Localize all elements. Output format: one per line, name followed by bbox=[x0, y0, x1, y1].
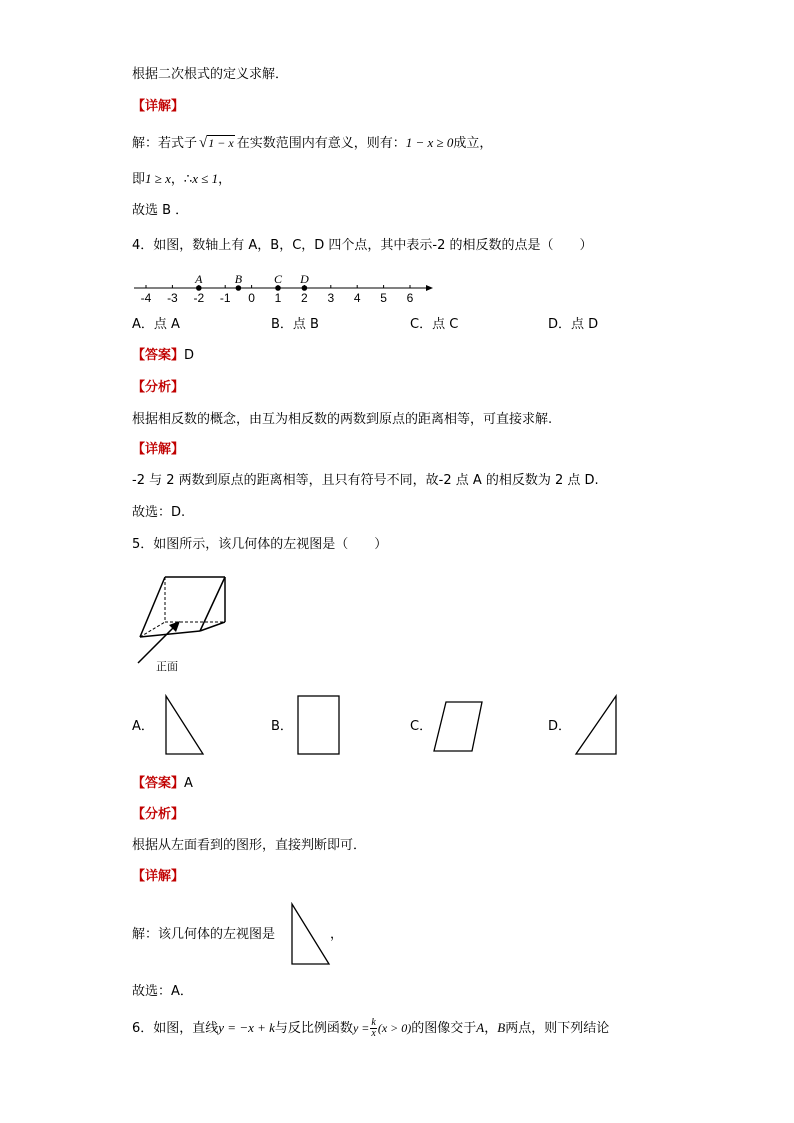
text-segment: 与反比例函数 bbox=[274, 1021, 353, 1036]
section-heading-analysis-q5: 【分析】 bbox=[132, 807, 185, 822]
number-line-tick-label: 0 bbox=[248, 291, 255, 305]
number-line-tick-label: 5 bbox=[380, 291, 387, 305]
number-line-tick-label: 2 bbox=[301, 291, 308, 305]
section-heading-detail-q5: 【详解】 bbox=[132, 869, 185, 884]
answer-value: D bbox=[184, 348, 195, 363]
option-b-q4: B．点 B bbox=[271, 317, 319, 332]
analysis-text-q3: 根据二次根式的定义求解． bbox=[132, 67, 289, 82]
option-d-q4: D．点 D bbox=[548, 317, 599, 332]
text-segment: 6．如图，直线 bbox=[132, 1021, 219, 1036]
text-segment: 的图像交于 bbox=[411, 1021, 477, 1036]
option-c-shape bbox=[430, 699, 490, 755]
solution-line-q3-b bbox=[132, 170, 231, 189]
point-label: B bbox=[497, 1020, 506, 1035]
option-b-q5: B． bbox=[271, 719, 293, 734]
number-line-point bbox=[275, 285, 281, 291]
text-segment: 两点，则下列结论 bbox=[505, 1021, 610, 1036]
text-segment: 在实数范围内有意义，则有： bbox=[236, 136, 406, 151]
number-line-point bbox=[302, 285, 308, 291]
math-expression: (x > 0) bbox=[377, 1021, 412, 1035]
text-segment: 成立， bbox=[453, 136, 493, 151]
number-line-figure bbox=[130, 270, 440, 310]
math-inequality: 1 − x ≥ 0 bbox=[405, 135, 454, 150]
answer-tag: 【答案】 bbox=[132, 776, 185, 791]
number-line-tick-label: -2 bbox=[193, 291, 205, 305]
number-line-tick-label: -4 bbox=[140, 291, 152, 305]
choose-line-q4: 故选：D. bbox=[132, 505, 186, 520]
answer-value: A bbox=[184, 776, 193, 791]
text-segment: 解：该几何体的左视图是 bbox=[132, 927, 276, 942]
math-expression: 1 ≥ x bbox=[145, 171, 171, 186]
option-b-shape bbox=[296, 694, 342, 756]
option-d-shape bbox=[572, 694, 622, 756]
left-view-triangle bbox=[288, 902, 332, 966]
option-d-q5: D． bbox=[548, 719, 572, 734]
math-expression: y = −x + k bbox=[218, 1020, 275, 1035]
detail-text-q5-tail: ， bbox=[330, 927, 344, 942]
number-line-point-label: B bbox=[234, 272, 243, 286]
fraction-denominator: x bbox=[371, 1028, 376, 1039]
detail-text-q4: -2 与 2 两数到原点的距离相等，且只有符号不同，故-2 点 A 的相反数为 2 点 D. bbox=[132, 473, 599, 488]
number-line-point-label: C bbox=[273, 272, 283, 286]
number-line-tick-label: -3 bbox=[167, 291, 178, 305]
number-line-tick-label: 4 bbox=[353, 291, 361, 305]
math-expression: x ≤ 1 bbox=[192, 171, 219, 186]
number-line-point-label: D bbox=[300, 272, 309, 286]
option-a-q4: A．点 A bbox=[132, 317, 180, 332]
solution-line-q3 bbox=[132, 134, 492, 153]
answer-line-q5 bbox=[132, 775, 193, 793]
analysis-text-q5: 根据从左面看到的图形，直接判断即可． bbox=[132, 838, 367, 853]
section-heading-analysis-q4: 【分析】 bbox=[132, 380, 185, 395]
text-segment: ， bbox=[484, 1021, 498, 1036]
question-6 bbox=[132, 1018, 609, 1039]
option-a-shape bbox=[162, 694, 212, 756]
question-4: 4．如图，数轴上有 A，B，C，D 四个点，其中表示-2 的相反数的点是（ ） bbox=[132, 238, 593, 253]
choose-line-q3: 故选 B ． bbox=[132, 203, 189, 218]
answer-line-q4 bbox=[132, 347, 194, 365]
prism-figure bbox=[130, 570, 250, 680]
number-line-tick-label: 1 bbox=[274, 291, 282, 305]
question-5: 5．如图所示，该几何体的左视图是（ ） bbox=[132, 537, 388, 552]
fraction-numerator: k bbox=[371, 1017, 376, 1028]
analysis-text-q4: 根据相反数的概念，由互为相反数的两数到原点的距离相等，可直接求解. bbox=[132, 412, 553, 427]
text-segment: ， bbox=[218, 172, 232, 187]
section-heading-detail-q4: 【详解】 bbox=[132, 442, 185, 457]
sqrt-expression: √1 − x bbox=[199, 135, 234, 151]
text-segment: 解：若式子 bbox=[132, 136, 198, 151]
sqrt-radicand: 1 − x bbox=[208, 136, 234, 150]
front-label: 正面 bbox=[156, 661, 178, 673]
fraction bbox=[370, 1018, 376, 1039]
text-segment: ，∴ bbox=[170, 172, 193, 187]
number-line-tick-label: -1 bbox=[219, 291, 231, 305]
section-heading-detail-q3: 【详解】 bbox=[132, 99, 185, 114]
number-line-tick-label: 6 bbox=[406, 291, 414, 305]
answer-tag: 【答案】 bbox=[132, 348, 185, 363]
math-expression: y = bbox=[352, 1021, 370, 1035]
view-arrow bbox=[138, 624, 177, 663]
choose-line-q5: 故选：A． bbox=[132, 984, 193, 999]
text-segment: 即 bbox=[132, 172, 146, 187]
detail-text-q5 bbox=[132, 926, 275, 944]
arrow-icon bbox=[426, 285, 433, 291]
option-c-q4: C．点 C bbox=[410, 317, 459, 332]
option-a-q5: A． bbox=[132, 719, 154, 734]
number-line-tick-label: 3 bbox=[327, 291, 335, 305]
number-line-point bbox=[196, 285, 202, 291]
option-c-q5: C． bbox=[410, 719, 433, 734]
number-line-point bbox=[236, 285, 242, 291]
number-line-point-label: A bbox=[195, 272, 203, 286]
point-label: A bbox=[476, 1020, 485, 1035]
